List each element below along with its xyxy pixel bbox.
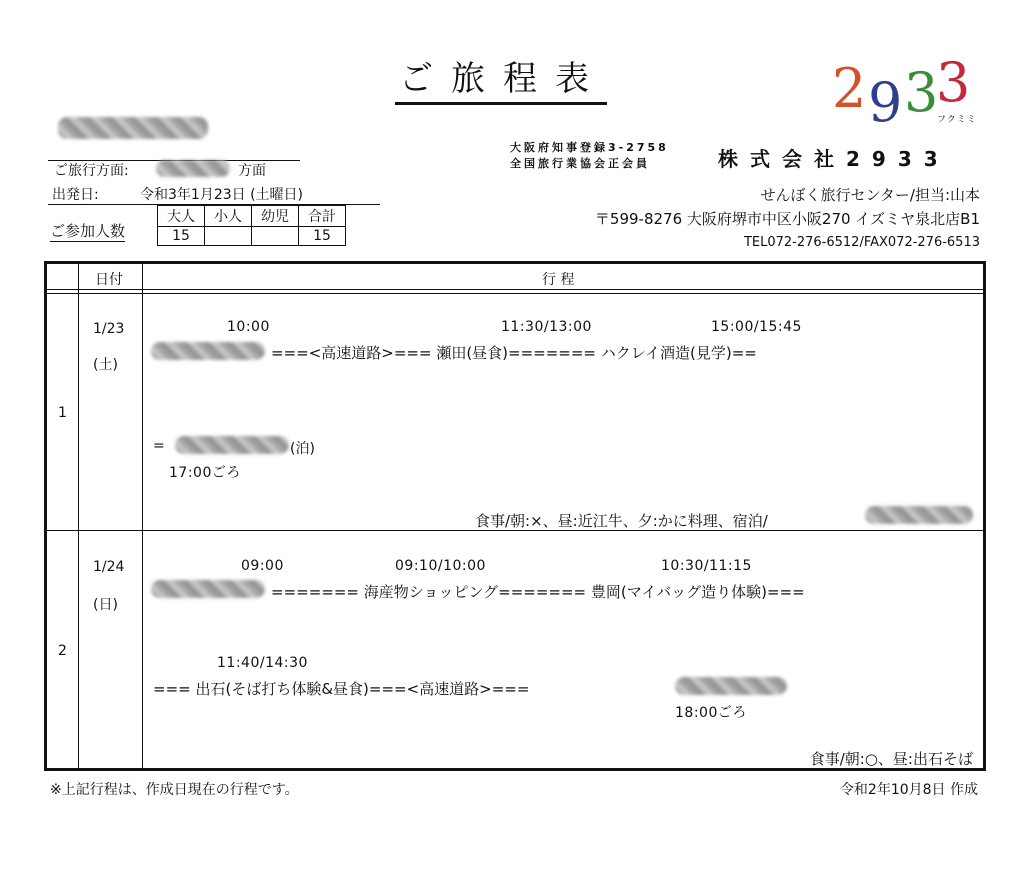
participants-value <box>252 227 299 246</box>
redacted-hotel <box>865 506 973 524</box>
redacted-origin <box>151 580 265 598</box>
participants-value: 15 <box>158 227 205 246</box>
day-date: 1/23 <box>93 321 125 337</box>
company-name: 株式会社2933 <box>718 147 950 171</box>
participants-header: 大人 <box>158 206 205 227</box>
route-line: ======= 海産物ショッピング======= 豊岡(マイバッグ造り体験)=== <box>271 583 805 601</box>
header-date: 日付 <box>95 272 123 288</box>
destination-row <box>48 160 300 179</box>
departure-value: 令和3年1月23日 (土曜日) <box>140 187 304 203</box>
participants-table <box>157 205 346 246</box>
branch-and-staff: せんぼく旅行センター/担当:山本 <box>760 186 980 204</box>
destination-label: ご旅行方面: <box>54 163 129 179</box>
time-label: 11:40/14:30 <box>217 655 308 671</box>
itinerary-table <box>44 261 986 771</box>
redacted-destination <box>156 160 230 177</box>
logo-digit: 3 <box>904 61 939 124</box>
overnight-label: (泊) <box>290 441 315 457</box>
document-title: ご旅程表 <box>395 58 607 105</box>
redacted-destination-end <box>675 677 787 695</box>
route-line: ===<高速道路>=== 瀬田(昼食)======= ハクレイ酒造(見学)== <box>271 344 757 362</box>
day-date: 1/24 <box>93 559 125 575</box>
company-address: 〒599-8276 大阪府堺市中区小阪270 イズミヤ泉北店B1 <box>594 210 980 228</box>
meals-info: 食事/朝:○、昼:出石そば <box>809 750 973 768</box>
logo-digit: 2 <box>832 57 867 120</box>
meals-info: 食事/朝:×、昼:近江牛、夕:かに料理、宿泊/ <box>475 512 768 530</box>
company-contact: TEL072-276-6512/FAX072-276-6513 <box>743 235 980 250</box>
time-label: 10:30/11:15 <box>661 558 752 574</box>
day-weekday: (土) <box>93 357 118 373</box>
company-logo <box>832 51 982 134</box>
footer-note: ※上記行程は、作成日現在の行程です。 <box>50 782 299 798</box>
logo-digit: 3 <box>936 51 971 114</box>
time-label: 11:30/13:00 <box>501 319 592 335</box>
logo-kana: フクミミ <box>937 115 977 125</box>
registration-line-1: 大阪府知事登録3-2758 <box>510 141 669 154</box>
participants-label: ご参加人数 <box>50 222 126 240</box>
participants-header: 合計 <box>299 206 346 227</box>
time-label: 15:00/15:45 <box>711 319 802 335</box>
day-weekday: (日) <box>93 597 118 613</box>
registration-line-2: 全国旅行業協会正会員 <box>510 157 650 170</box>
participants-header: 幼児 <box>252 206 299 227</box>
redacted-customer-name <box>58 117 208 139</box>
day-number: 2 <box>58 643 67 659</box>
arrival-time: 18:00ごろ <box>675 705 747 721</box>
participants-value <box>205 227 252 246</box>
arrival-time: 17:00ごろ <box>169 465 241 481</box>
participants-header: 小人 <box>205 206 252 227</box>
destination-suffix: 方面 <box>238 163 266 179</box>
route-line: === 出石(そば打ち体験&昼食)===<高速道路>=== <box>153 680 530 698</box>
participants-value: 15 <box>299 227 346 246</box>
route-line-prefix: = <box>153 438 165 454</box>
redacted-lodging <box>175 436 289 454</box>
departure-row <box>48 184 380 205</box>
day-number: 1 <box>58 405 67 421</box>
departure-label: 出発日: <box>52 187 99 203</box>
time-label: 10:00 <box>227 319 270 335</box>
logo-digit: 9 <box>868 71 903 134</box>
time-label: 09:00 <box>241 558 284 574</box>
header-itinerary: 行 程 <box>542 272 575 288</box>
time-label: 09:10/10:00 <box>395 558 486 574</box>
creation-date: 令和2年10月8日 作成 <box>839 782 978 798</box>
redacted-origin <box>151 342 265 360</box>
